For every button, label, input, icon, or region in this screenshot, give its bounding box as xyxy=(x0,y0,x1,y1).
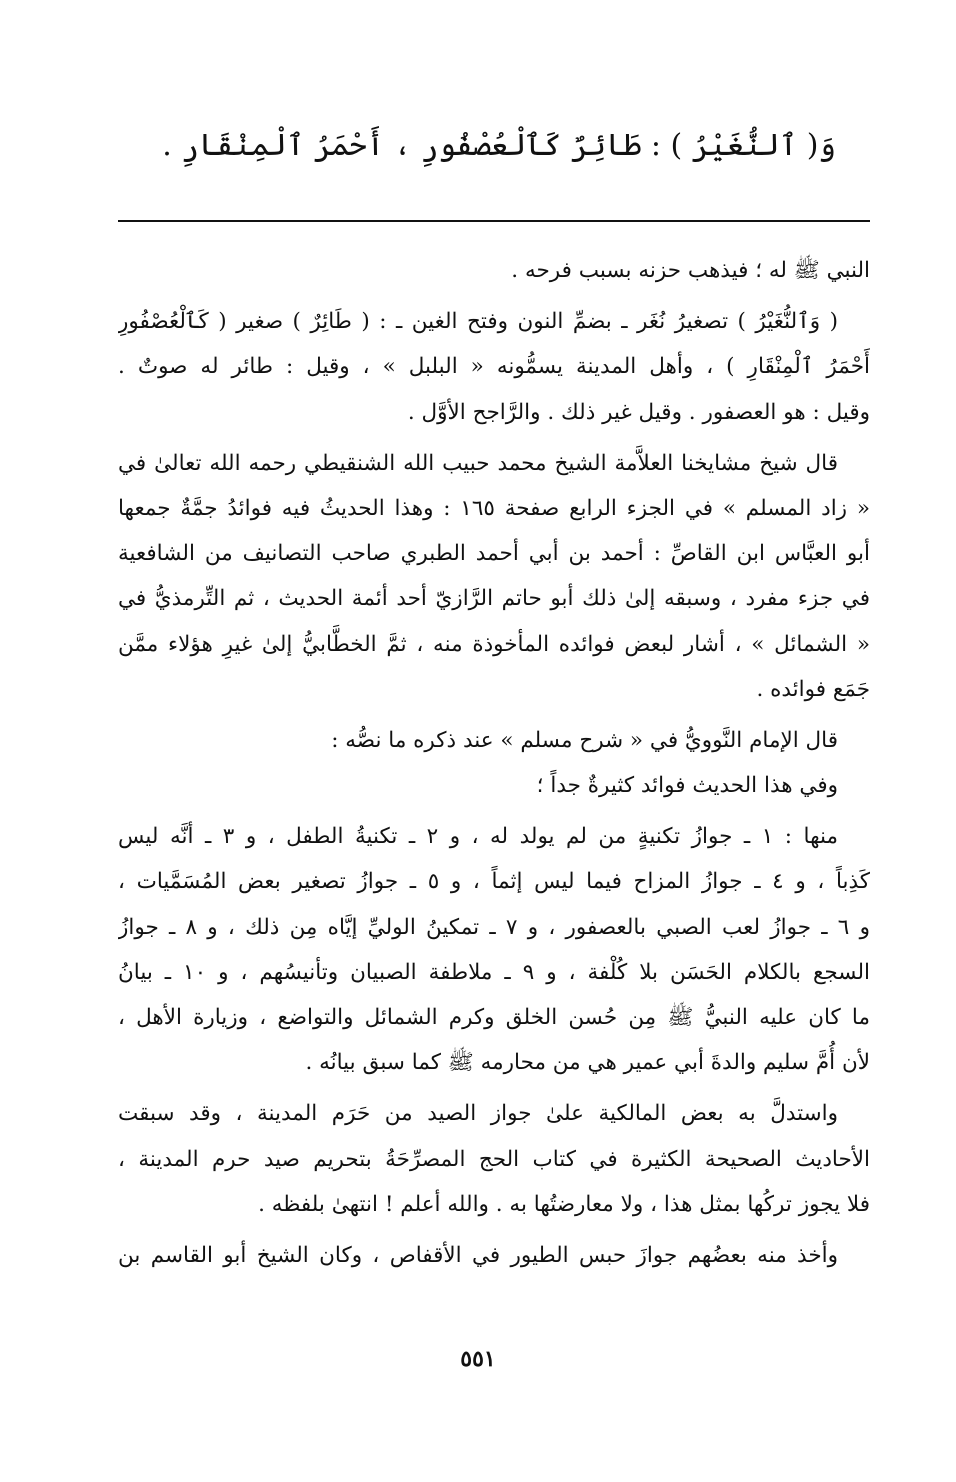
text-line: قال الإمام النَّوويُّ في « شرح مسلم » عند ذكره ما نصُّه : xyxy=(331,727,838,753)
text-line: منها : ١ ـ جوازُ تكنيةٍ من لم يولد له ، و ٢ ـ تكنيةُ الطفل ، و ٣ ـ أنَّه ليس xyxy=(118,824,838,850)
text-line: وقيل : هو العصفور . وقيل غير ذلك . والرَّاجح الأوَّل . xyxy=(407,399,870,425)
text-line: النبي ﷺ له ؛ فيذهب حزنه بسبب فرحه . xyxy=(511,258,870,283)
text-line: قال شيخ مشايخنا العلاَّمة الشيخ محمد حبيب الله الشنقيطي رحمه الله تعالىٰ في xyxy=(118,450,838,476)
text-line: الأحاديث الصحيحة الكثيرة في كتاب الحج المصرِّحَةُ بتحريم صيد حرم المدينة ، xyxy=(118,1146,870,1172)
text-line: و ٦ ـ جوازُ لعب الصبي بالعصفور ، و ٧ ـ تمكينُ الوليِّ إيَّاه مِن ذلك ، و ٨ ـ جوازُ xyxy=(118,914,870,940)
text-line: ما كان عليه النبيُّ ﷺ مِن حُسن الخلق وكرم الشمائل والتواضع ، وزيارة الأهل ، xyxy=(118,1005,870,1030)
paragraph-2 xyxy=(118,299,870,435)
text-line: السجع بالكلام الحَسَن بلا كُلْفة ، و ٩ ـ ملاطفة الصبيان وتأنيسُهم ، و ١٠ ـ بيانُ xyxy=(118,959,870,985)
paragraph-6 xyxy=(118,814,870,1085)
commentary-body xyxy=(118,248,870,1284)
text-line: وأخذ منه بعضُهم جوازَ حبس الطيور في الأقفاص ، وكان الشيخ أبو القاسم بن xyxy=(118,1242,838,1268)
paragraph-1 xyxy=(118,248,870,293)
text-line: ( وَٱلنُّغَيْرُ ) تصغيرُ نُغَر ـ بضمِّ النون وفتح الغين ـ : ( طَائِرٌ ) صغير ( كَٱلْعُصْفُورِ xyxy=(118,309,838,335)
text-line: أبو العبَّاس ابن القاصِّ : أحمد بن أبي أحمد الطبري صاحب التصانيف من الشافعية xyxy=(118,541,870,567)
text-line: « الشمائل » ، أشار لبعض فوائده المأخوذة منه ، ثمَّ الخطَّابيُّ إلىٰ غيرِ هؤلاء ممَّن xyxy=(118,631,870,657)
matn-line: وَ( ٱلنُّغَيْرُ ) : طَائِرٌ كَٱلْعُصْفُورِ ، أَحْمَرُ ٱلْمِنْقَارِ . xyxy=(162,128,836,163)
text-line: « زاد المسلم » في الجزء الرابع صفحة ١٦٥ : وهذا الحديثُ فيه فوائدُ جمَّةٌ جمعها xyxy=(118,495,870,521)
text-line: جَمَع فوائده . xyxy=(756,676,870,702)
text-line: فلا يجوز تركُها بمثل هذا ، ولا معارضتُها به . والله أعلم ! انتهىٰ بلفظه . xyxy=(258,1191,870,1217)
text-line: في جزء مفرد ، وسبقه إلىٰ ذلك أبو حاتم الرَّازيّ أحد أئمة الحديث ، ثم التِّرمذيُّ في xyxy=(118,586,870,612)
text-line: وفي هذا الحديث فوائد كثيرةٌ جداً ؛ xyxy=(536,773,838,799)
text-line: واستدلَّ به بعض المالكية علىٰ جواز الصيد من حَرَم المدينة ، وقد سبقت xyxy=(118,1101,838,1127)
text-line: لأن أُمَّ سليم والدةَ أبي عمير هي من محارمه ﷺ كما سبق بيانُه . xyxy=(305,1050,870,1076)
page-number: ٥٥١ xyxy=(460,1346,496,1372)
text-line: أَحْمَرُ ٱلْمِنْقَارِ ) ، وأهل المدينة يسمُّونه « البلبل » ، وقيل : طائر له صوتٌ . xyxy=(118,354,870,380)
separator-rule xyxy=(118,220,870,222)
paragraph-8 xyxy=(118,1233,870,1278)
paragraph-3 xyxy=(118,441,870,712)
paragraph-4 xyxy=(118,718,870,808)
text-line: كَذِباً ، و ٤ ـ جوازُ المزاح فيما ليس إثماً ، و ٥ ـ جوازُ تصغير بعض المُسَمَّيات ، xyxy=(118,869,870,895)
paragraph-7 xyxy=(118,1091,870,1227)
